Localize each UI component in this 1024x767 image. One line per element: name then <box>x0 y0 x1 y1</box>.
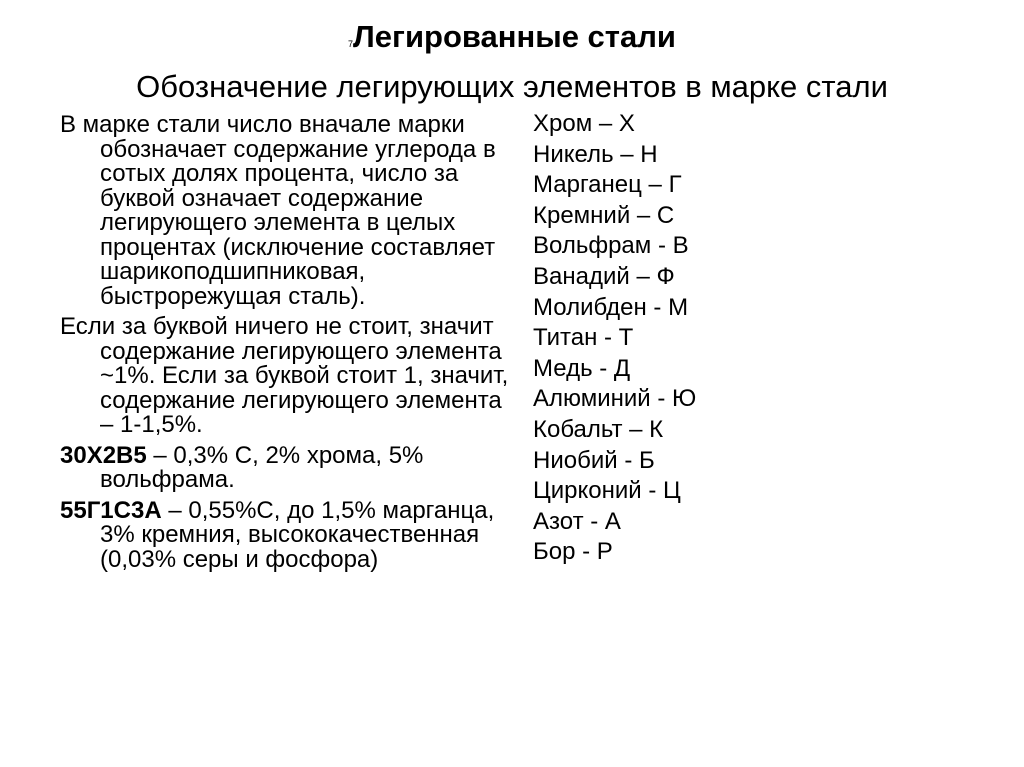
list-item: Алюминий - Ю <box>533 385 697 413</box>
list-item: Титан - Т <box>533 324 634 352</box>
paragraph-example-1 <box>60 441 520 493</box>
list-item: Бор - Р <box>533 538 613 566</box>
description-column <box>60 113 520 578</box>
list-item: Медь - Д <box>533 354 631 382</box>
list-item: Кремний – С <box>533 201 675 229</box>
paragraph-text: – 0,55%С, до 1,5% марганца, 3% кремния, высококачественная (0,03% серы и фосфора) <box>100 496 495 573</box>
steel-grade-code: 55Г1С3А <box>60 496 162 524</box>
title-block <box>40 18 984 107</box>
list-item: Марганец – Г <box>533 171 682 199</box>
slide-title <box>40 18 984 63</box>
paragraph-text: В марке стали число вначале марки обозначает содержание углерода в сотых долях процента, число за буквой означает содержание легирующего элемента в целых процентах (исключение составляет шарикоподшипниковая, быстрорежущая сталь). <box>60 111 496 310</box>
list-item: Цирконий - Ц <box>533 477 681 505</box>
slide-subtitle: Обозначение легирующих элементов в марке стали <box>136 69 888 104</box>
paragraph-rule <box>60 113 520 309</box>
paragraph-text: – 0,3% С, 2% хрома, 5% вольфрама. <box>100 441 424 493</box>
element-symbols-list <box>533 109 933 568</box>
paragraph-text: Если за буквой ничего не стоит, значит содержание легирующего элемента ~1%. Если за буквой стоит 1, значит, содержание легирующего элемента – 1-1,5%. <box>60 313 509 438</box>
list-item: Вольфрам - В <box>533 232 689 260</box>
paragraph-content-rule <box>60 315 520 438</box>
list-item: Молибден - М <box>533 293 689 321</box>
paragraph-example-2 <box>60 496 520 573</box>
list-item: Ванадий – Ф <box>533 262 675 290</box>
list-item: Хром – Х <box>533 110 635 137</box>
slide-number: 7 <box>348 39 354 49</box>
list-item: Ниобий - Б <box>533 446 655 474</box>
list-item: Азот - А <box>533 507 621 535</box>
steel-grade-code: 30Х2В5 <box>60 441 147 469</box>
list-item: Никель – Н <box>533 140 658 168</box>
list-item: Кобальт – К <box>533 415 664 443</box>
slide-title-text: Легированные стали <box>353 19 676 54</box>
